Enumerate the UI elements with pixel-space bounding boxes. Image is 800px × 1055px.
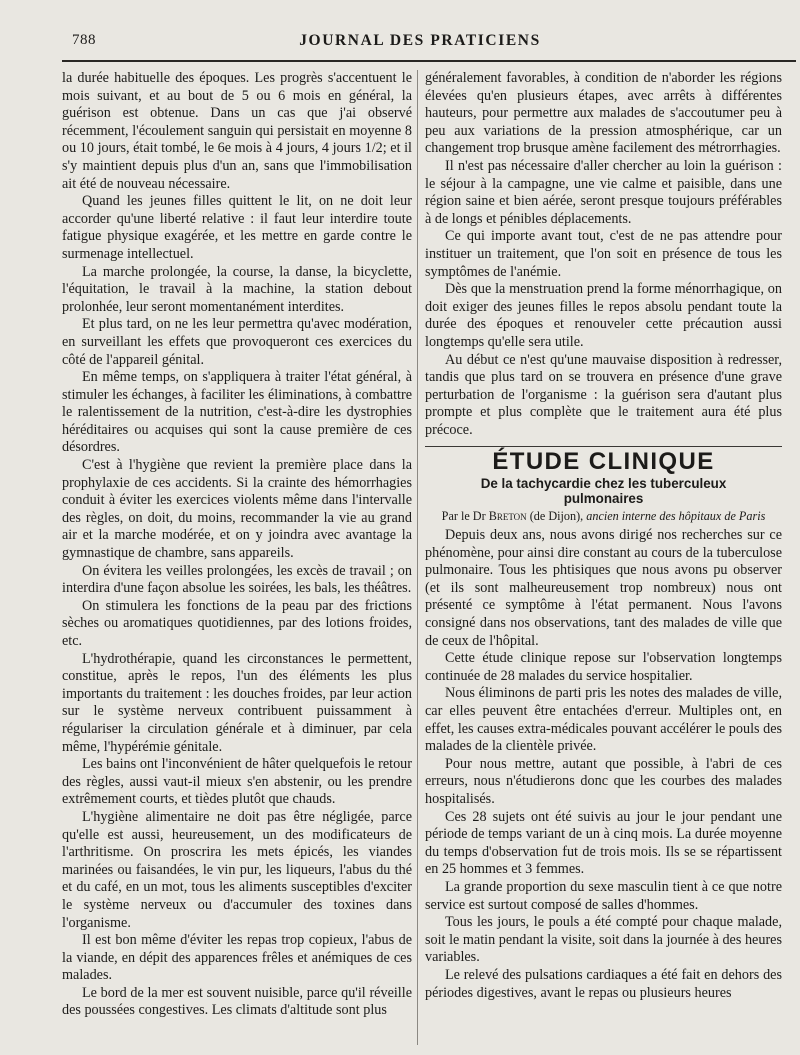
byline-prefix: Par le Dr <box>441 509 486 524</box>
article-title-line: pulmonaires <box>563 491 644 507</box>
section-heading: ÉTUDE CLINIQUE <box>492 448 715 476</box>
byline <box>425 509 782 524</box>
paragraph: C'est à l'hygiène que revient la première place dans la prophylaxie de ces accidents. Si la crainte des hémorrhagies conduit à éviter les exercices violents même dans l'intervalle des règles, on doit, du moins, recommander la vie au grand air et la marche modérée, et on y joindra avec avantage la gymnastique de chambre, sans appareils. <box>62 457 412 562</box>
paragraph: Dès que la menstruation prend la forme ménorrhagique, on doit exiger des jeunes filles le repos absolu pendant toute la durée des époques et renouveler cette précaution aussi longtemps qu'elle sera utile. <box>425 281 782 350</box>
column-divider <box>417 70 418 1045</box>
article-title <box>425 476 782 506</box>
paragraph: généralement favorables, à condition de n'aborder les régions élevées qu'en plusieurs étapes, avec arrêts à différentes hauteurs, pour permettre aux malades de s'accoutumer peu à peu aux variations de la pression atmosphérique, car un changement trop brusque amène facilement des métrorrhagies. <box>425 70 782 157</box>
paragraph: En même temps, on s'appliquera à traiter l'état général, à stimuler les échanges, à faciliter les éliminations, à combattre le ralentissement de la nutrition, c'est-à-dire les dystrophies héréditaires ou acquises qui sont la cause première de ces désordres. <box>62 369 412 456</box>
page-number: 788 <box>72 32 96 48</box>
paragraph: La marche prolongée, la course, la danse, la bicyclette, l'équitation, le travail à la machine, la station debout prolonhée, leur seront momentanément interdites. <box>62 263 412 315</box>
header-rule <box>62 60 796 62</box>
paragraph: Le relevé des pulsations cardiaques a été fait en dehors des périodes digestives, avant le repas ou plusieurs heures <box>425 966 782 1001</box>
paragraph: Quand les jeunes filles quittent le lit, on ne doit leur accorder qu'une liberté relative : il faut leur interdire toute fatigue physique exagérée, et les mettre en garde contre le surmenage intellectuel. <box>62 193 412 262</box>
paragraph: Au début ce n'est qu'une mauvaise disposition à redresser, tandis que plus tard on se trouvera en présence d'une grave perturbation de l'organisme : la guérison sera d'autant plus prompte et plus complète que le traitement aura été plus précoce. <box>425 351 782 438</box>
paragraph: Le bord de la mer est souvent nuisible, parce qu'il réveille des poussées congestives. Les climats d'altitude sont plus <box>62 984 412 1019</box>
left-column <box>62 70 412 1045</box>
paragraph: La grande proportion du sexe masculin tient à ce que notre service est surtout composé de salles d'hommes. <box>425 878 782 913</box>
paragraph: L'hydrothérapie, quand les circonstances le permettent, constitue, après le repos, l'un des éléments les plus importants du traitement : les douches froides, par leur action sur le système nerveux contribuent puissamment à régulariser la circulation générale et à diminuer, par cela même, l'hypérémie génitale. <box>62 650 412 755</box>
byline-author: Breton <box>488 509 527 524</box>
byline-place: (de Dijon), <box>529 509 584 524</box>
paragraph: la durée habituelle des époques. Les progrès s'accentuent le mois suivant, et au bout de 5 ou 6 mois en général, la guérison est obtenue. Dans un cas que j'ai observé récemment, l'écoulement sanguin qui persistait en moyenne 8 ou 10 jours, était tombé, le 6e mois à 4 jours, 4 jours 1/2; et il s'y maintient depuis plus d'un an, sans que l'immobilisation ait été de nouveau nécessaire. <box>62 70 412 192</box>
running-title: JOURNAL DES PRATICIENS <box>299 32 541 49</box>
paragraph: Nous éliminons de parti pris les notes des malades de ville, car elles peuvent être entachées d'erreur. Multiples ont, en effet, les causes extra-médicales pouvant accélérer le pouls des malades de la clientèle privée. <box>425 685 782 755</box>
paragraph: Cette étude clinique repose sur l'observation longtemps continuée de 28 malades du service hospitalier. <box>425 650 782 684</box>
article-title-line: De la tachycardie chez les tuberculeux <box>480 476 727 492</box>
paragraph: On stimulera les fonctions de la peau par des frictions sèches ou aromatiques quotidiennes, par des lotions froides, etc. <box>62 597 412 649</box>
paragraph: Tous les jours, le pouls a été compté pour chaque malade, soit le matin pendant la visite, soit dans la journée à des heures variables. <box>425 914 782 966</box>
page-header <box>62 30 778 56</box>
paragraph: Il n'est pas nécessaire d'aller chercher au loin la guérison : le séjour à la campagne, une vie calme et paisible, dans une région saine et bien aérée, seront presque toujours préférables à de longs et pénibles déplacements. <box>425 157 782 227</box>
paragraph: L'hygiène alimentaire ne doit pas être négligée, parce qu'elle est aussi, heureusement, un des modificateurs de l'arthritisme. On proscrira les mets épicés, les viandes marinées ou faisandées, le vin pur, les liqueurs, l'abus du thé et du café, en un mot, tous les aliments susceptibles d'exciter le système nerveux ou d'accumuler des toxines dans l'organisme. <box>62 808 412 931</box>
paragraph: Depuis deux ans, nous avons dirigé nos recherches sur ce phénomène, pour ainsi dire constant au cours de la tuberculose pulmonaire. Tous les phtisiques que nous avons pu observer (et ils sont malheureusement trop nombreux) nous ont présenté ce symptôme à l'état permanent. Nous l'avons consigné dans nos observations, tant des malades de ville que de ceux de l'hôpital. <box>425 527 782 649</box>
paragraph: Et plus tard, on ne les leur permettra qu'avec modération, en surveillant les effets que provoqueront ces exercices du côté de l'appareil génital. <box>62 316 412 368</box>
paragraph: On évitera les veilles prolongées, les excès de travail ; on interdira d'une façon absolue les soirées, les bals, les théâtres. <box>62 562 412 597</box>
right-column <box>425 70 782 1045</box>
paragraph: Ces 28 sujets ont été suivis au jour le jour pendant une période de temps variant de un à cinq mois. La durée moyenne du temps d'observation fut de trois mois. Ils se se répartissent en 25 hommes et 3 femmes. <box>425 808 782 878</box>
paragraph: Il est bon même d'éviter les repas trop copieux, l'abus de la viande, en dépit des apparences frêles et anémiques de ces malades. <box>62 932 412 984</box>
byline-role: ancien interne des hôpitaux de Paris <box>586 509 766 524</box>
paragraph: Pour nous mettre, autant que possible, à l'abri de ces erreurs, nous n'étudierons donc que les courbes des malades hospitalisés. <box>425 755 782 807</box>
paragraph: Ce qui importe avant tout, c'est de ne pas attendre pour instituer un traitement, que l'on soit en présence de tous les symptômes de l'anémie. <box>425 228 782 280</box>
paragraph: Les bains ont l'inconvénient de hâter quelquefois le retour des règles, aussi vaut-il mieux s'en abstenir, ou les prendre extrêmement courts, et tièdes plutôt que chauds. <box>62 756 412 808</box>
